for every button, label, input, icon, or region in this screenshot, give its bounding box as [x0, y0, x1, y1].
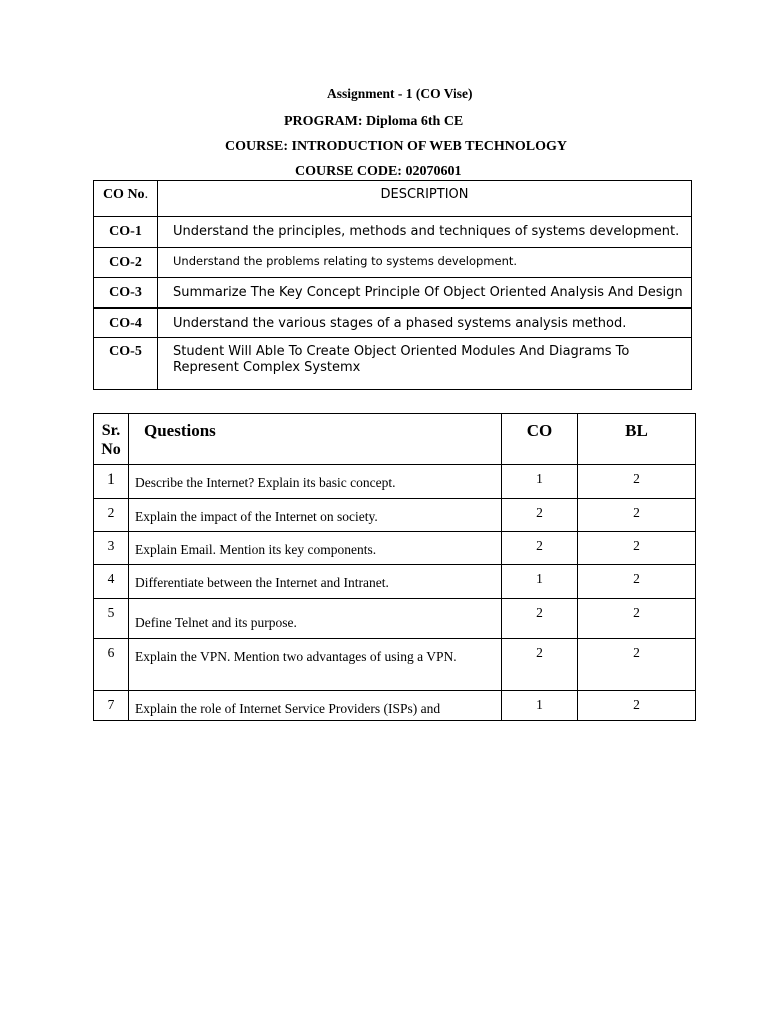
co-description: Understand the various stages of a phased systems analysis method.: [158, 308, 692, 338]
question-co: 1: [502, 465, 578, 499]
course-line: COURSE: INTRODUCTION OF WEB TECHNOLOGY: [225, 139, 568, 154]
co-id: CO-1: [94, 217, 158, 248]
sr-no: 5: [94, 599, 129, 639]
co-description: Understand the problems relating to systems development.: [158, 248, 692, 278]
question-bl: 2: [578, 691, 696, 721]
assignment-title: Assignment - 1 (CO Vise): [327, 86, 473, 101]
question-bl: 2: [578, 565, 696, 599]
co-no-header: [94, 181, 158, 217]
question-text: Explain the impact of the Internet on society.: [129, 499, 502, 532]
co-id: CO-2: [94, 248, 158, 278]
co-row: [94, 308, 692, 338]
question-text: Differentiate between the Internet and Intranet.: [129, 565, 502, 599]
question-row: [94, 691, 696, 721]
question-row: [94, 565, 696, 599]
co-description: Student Will Able To Create Object Oriented Modules And Diagrams To Represent Complex Systemx: [158, 338, 692, 390]
question-row: [94, 532, 696, 565]
co-no-header-dot: .: [144, 187, 149, 202]
sr-no: 3: [94, 532, 129, 565]
program-line: PROGRAM: Diploma 6th CE: [284, 114, 464, 129]
question-bl: 2: [578, 532, 696, 565]
co-id: CO-5: [94, 338, 158, 390]
question-co: 2: [502, 532, 578, 565]
co-row: [94, 217, 692, 248]
question-row: [94, 465, 696, 499]
course-code-line: COURSE CODE: 02070601: [295, 164, 462, 179]
co-description: Understand the principles, methods and techniques of systems development.: [158, 217, 692, 248]
questions-table: [93, 413, 696, 721]
sr-no: 2: [94, 499, 129, 532]
sr-no: 7: [94, 691, 129, 721]
question-row: [94, 639, 696, 691]
sr-no-header: Sr. No: [94, 414, 129, 465]
question-text: Describe the Internet? Explain its basic concept.: [129, 465, 502, 499]
question-bl: 2: [578, 639, 696, 691]
question-text: Explain Email. Mention its key components.: [129, 532, 502, 565]
question-row: [94, 599, 696, 639]
question-text: Explain the role of Internet Service Providers (ISPs) and: [129, 691, 502, 721]
question-co: 2: [502, 599, 578, 639]
question-bl: 2: [578, 465, 696, 499]
question-text: Define Telnet and its purpose.: [129, 599, 502, 639]
co-no-header-text: CO No: [102, 187, 145, 202]
co-row: [94, 338, 692, 390]
sr-no: 4: [94, 565, 129, 599]
sr-no: 1: [94, 465, 129, 499]
questions-header-row: [94, 414, 696, 465]
questions-header: Questions: [129, 414, 502, 465]
question-text: Explain the VPN. Mention two advantages of using a VPN.: [129, 639, 502, 691]
description-header: DESCRIPTION: [158, 181, 692, 217]
co-header: CO: [502, 414, 578, 465]
co-id: CO-4: [94, 308, 158, 338]
co-row: [94, 248, 692, 278]
question-row: [94, 499, 696, 532]
co-id: CO-3: [94, 278, 158, 308]
question-co: 1: [502, 691, 578, 721]
co-row: [94, 278, 692, 308]
co-table-header-row: [94, 181, 692, 217]
bl-header: BL: [578, 414, 696, 465]
question-bl: 2: [578, 599, 696, 639]
question-co: 1: [502, 565, 578, 599]
co-description: Summarize The Key Concept Principle Of Object Oriented Analysis And Design: [158, 278, 692, 308]
question-co: 2: [502, 499, 578, 532]
question-bl: 2: [578, 499, 696, 532]
question-co: 2: [502, 639, 578, 691]
course-outcomes-table: [93, 180, 692, 390]
sr-no: 6: [94, 639, 129, 691]
